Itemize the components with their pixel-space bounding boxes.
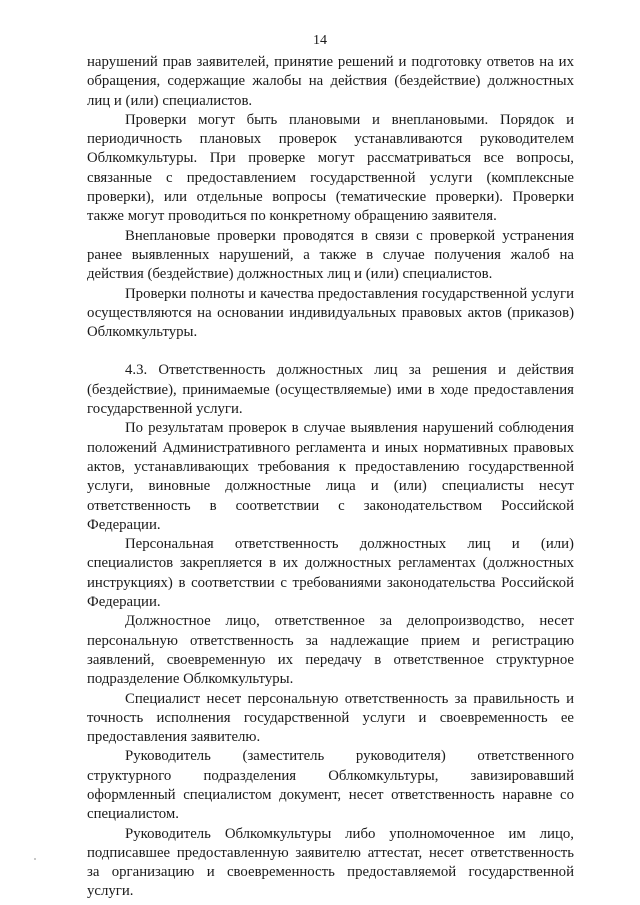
document-body [87,53,574,902]
scan-artifact [34,858,36,860]
page-number: 14 [313,33,327,48]
paragraph-unscheduled-inspections: Внеплановые проверки проводятся в связи с проверкой устранения ранее выявленных нарушений, а также в случае получения жалоб на действия (бездействие) должностных лиц и (или) специалистов. [87,227,574,283]
paragraph-inspections-basis: Проверки полноты и качества предоставления государственной услуги осуществляются на основании индивидуальных правовых актов (приказов) Облкомкультуры. [87,285,574,341]
paragraph-continuation: нарушений прав заявителей, принятие решений и подготовку ответов на их обращения, содержащие жалобы на действия (бездействие) должностных лиц и (или) специалистов. [87,54,574,109]
paragraph-division-head: Руководитель (заместитель руководителя) ответственного структурного подразделения Облкомкультуры, завизировавший оформленный специалистом документ, несет ответственность наравне со специалистом. [87,748,574,823]
paragraph-committee-head: Руководитель Облкомкультуры либо уполномоченное им лицо, подписавшее предоставленную заявителю аттестат, несет ответственность за организацию и своевременность предоставляемой государственной услуги. [87,825,574,900]
paragraph-inspections-types: Проверки могут быть плановыми и внеплановыми. Порядок и периодичность плановых проверок устанавливаются руководителем Облкомкультуры. При проверке могут рассматриваться все вопросы, связанные с предоставлением государственной услуги (комплексные проверки), или отдельные вопросы (тематические проверки). Проверки также могут проводиться по конкретному обращению заявителя. [87,111,574,225]
paragraph-inspection-results: По результатам проверок в случае выявления нарушений соблюдения положений Административного регламента и иных нормативных правовых актов, устанавливающих требования к предоставлению государственной услуги, виновные должностные лица и (или) специалисты несут ответственность в соответствии с законодательством Российской Федерации. [87,420,574,533]
section-heading-4-3: 4.3. Ответственность должностных лиц за решения и действия (бездействие), принимаемые (осуществляемые) ими в ходе предоставления государственной услуги. [87,362,574,418]
paragraph-personal-responsibility: Персональная ответственность должностных лиц и (или) специалистов закрепляется в их должностных регламентах (должностных инструкциях) в соответствии с требованиями законодательства Российской Федерации. [87,536,574,611]
paragraph-specialist-responsibility: Специалист несет персональную ответственность за правильность и точность исполнения государственной услуги и своевременность ее предоставления заявителю. [87,690,574,746]
paragraph-records-officer: Должностное лицо, ответственное за делопроизводство, несет персональную ответственность за надлежащие прием и регистрацию заявлений, своевременную их передачу в ответственное структурное подразделение Облкомкультуры. [87,613,574,688]
